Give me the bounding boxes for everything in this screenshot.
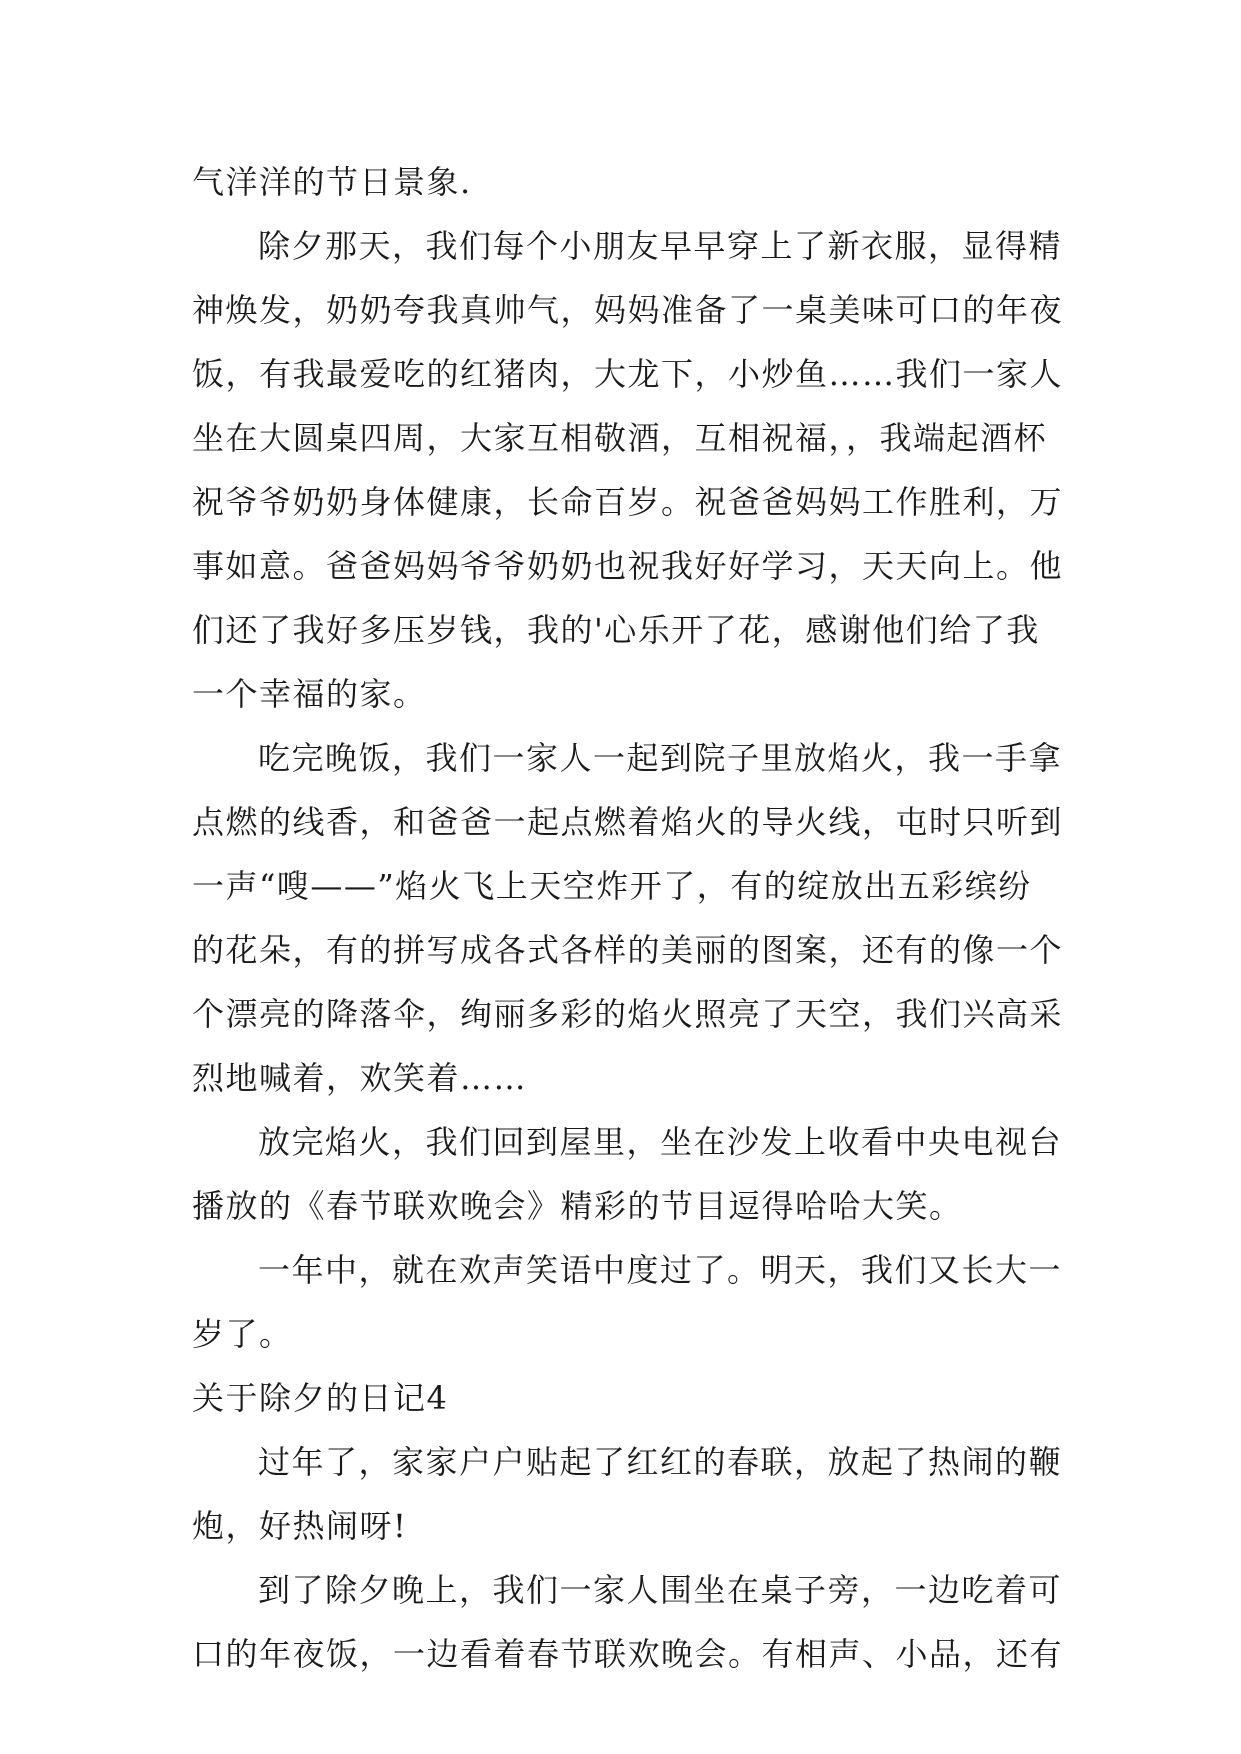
paragraph-first-line: 到了除夕晚上，我们一家人围坐在桌子旁，一边吃着可 <box>258 1571 1063 1609</box>
paragraph-first-line: 放完焰火，我们回到屋里，坐在沙发上收看中央电视台 <box>258 1123 1063 1161</box>
text-line: 炮，好热闹呀! <box>192 1507 408 1545</box>
text-line: 烈地喊着，欢笑着…… <box>192 1059 528 1097</box>
text-line: 事如意。爸爸妈妈爷爷奶奶也祝我好好学习，天天向上。他 <box>192 547 1064 585</box>
text-line: 祝爷爷奶奶身体健康，长命百岁。祝爸爸妈妈工作胜利，万 <box>192 483 1064 521</box>
text-line: 一声“嗖——”焰火飞上天空炸开了，有的绽放出五彩缤纷 <box>192 867 1032 905</box>
text-line: 坐在大圆桌四周，大家互相敬酒，互相祝福，，我端起酒杯 <box>192 419 1048 457</box>
text-line: 的花朵，有的拼写成各式各样的美丽的图案，还有的像一个 <box>192 931 1064 969</box>
text-line: 气洋洋的节日景象. <box>192 163 472 201</box>
section-heading: 关于除夕的日记4 <box>192 1379 449 1417</box>
document-page <box>192 150 1064 1686</box>
text-line: 们还了我好多压岁钱，我的'心乐开了花，感谢他们给了我 <box>192 611 1040 649</box>
text-line: 神焕发，奶奶夸我真帅气，妈妈准备了一桌美味可口的年夜 <box>192 291 1064 329</box>
paragraph-first-line: 除夕那天，我们每个小朋友早早穿上了新衣服，显得精 <box>258 227 1063 265</box>
paragraph-first-line: 一年中，就在欢声笑语中度过了。明天，我们又长大一 <box>258 1251 1063 1289</box>
text-line: 饭，有我最爱吃的红猪肉，大龙下，小炒鱼……我们一家人 <box>192 355 1064 393</box>
text-line: 口的年夜饭，一边看着春节联欢晚会。有相声、小品，还有 <box>192 1635 1064 1673</box>
text-line: 个漂亮的降落伞，绚丽多彩的焰火照亮了天空，我们兴高采 <box>192 995 1064 1033</box>
text-line: 播放的《春节联欢晚会》精彩的节目逗得哈哈大笑。 <box>192 1187 963 1225</box>
paragraph-first-line: 吃完晚饭，我们一家人一起到院子里放焰火，我一手拿 <box>258 739 1063 777</box>
text-line: 点燃的线香，和爸爸一起点燃着焰火的导火线，屯时只听到 <box>192 803 1064 841</box>
paragraph-first-line: 过年了，家家户户贴起了红红的春联，放起了热闹的鞭 <box>258 1443 1063 1481</box>
text-line: 一个幸福的家。 <box>192 675 427 713</box>
text-line: 岁了。 <box>192 1315 293 1353</box>
